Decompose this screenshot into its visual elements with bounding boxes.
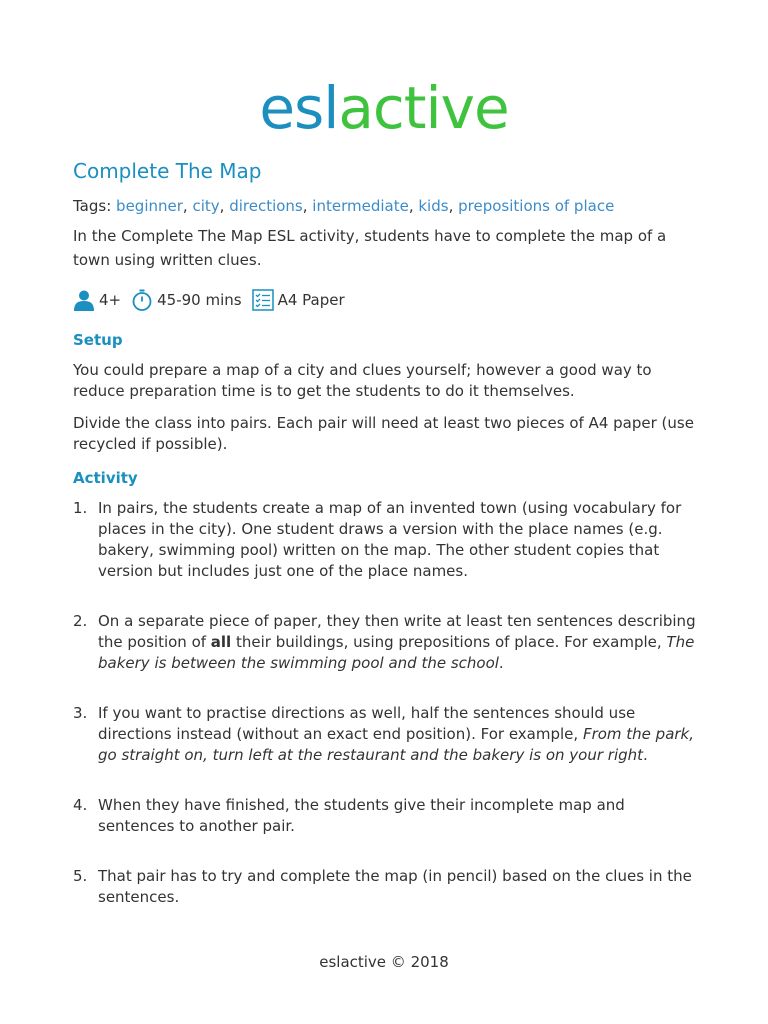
step-example: From the park, go straight on, turn left at the restaurant and the bakery is on your right <box>98 725 695 764</box>
step-example: The bakery is between the swimming pool and the school <box>98 633 695 672</box>
step-text: On a separate piece of paper, they then write at least ten sentences describing the position of <box>98 612 696 651</box>
list-item <box>73 866 703 908</box>
list-item <box>73 703 703 766</box>
list-item <box>73 498 703 582</box>
site-logo[interactable] <box>0 72 768 144</box>
meta-materials <box>252 289 345 311</box>
checklist-icon <box>252 289 274 311</box>
tag-kids[interactable]: kids <box>418 197 449 215</box>
tag-beginner[interactable]: beginner <box>116 197 183 215</box>
intro-text: In the Complete The Map ESL activity, students have to complete the map of a town using written clues. <box>73 227 667 269</box>
step-text: That pair has to try and complete the map (in pencil) based on the clues in the sentences. <box>98 867 692 906</box>
article <box>73 156 703 937</box>
step-number: 3. <box>73 704 88 722</box>
tag-intermediate[interactable]: intermediate <box>312 197 409 215</box>
time-range: 45-90 mins <box>157 291 242 309</box>
tags-label: Tags: <box>73 197 112 215</box>
step-text: . <box>643 746 648 764</box>
meta-players <box>73 289 121 311</box>
activity-meta <box>73 286 703 314</box>
stopwatch-icon <box>131 289 153 311</box>
step-text: . <box>498 654 504 672</box>
tags-line: Tags: beginner, city, directions, intermediate, kids, prepositions of place <box>73 197 615 215</box>
players-count: 4+ <box>99 291 122 309</box>
step-number: 1. <box>73 499 88 517</box>
materials-text: A4 Paper <box>277 291 345 309</box>
logo-active: active <box>338 74 509 142</box>
person-icon <box>73 289 95 311</box>
setup-heading: Setup <box>73 331 123 349</box>
activity-steps <box>73 498 703 908</box>
step-number: 2. <box>73 612 88 630</box>
step-number: 4. <box>73 796 88 814</box>
activity-heading: Activity <box>73 469 138 487</box>
tag-city[interactable]: city <box>192 197 220 215</box>
step-text: their buildings, using prepositions of place. For example, <box>231 633 667 651</box>
footer-copyright: eslactive © 2018 <box>319 953 449 971</box>
step-bold: all <box>210 633 232 651</box>
setup-paragraph-1: You could prepare a map of a city and clues yourself; however a good way to reduce preparation time is to get the students to do it themselves. <box>73 361 652 400</box>
list-item <box>73 795 703 837</box>
step-number: 5. <box>73 867 88 885</box>
step-text: In pairs, the students create a map of an invented town (using vocabulary for places in the city). One student draws a version with the place names (e.g. bakery, swimming pool) written on the map. The other student copies that version but includes just one of the place names. <box>98 499 682 580</box>
page-title: Complete The Map <box>73 159 262 183</box>
list-item <box>73 611 703 674</box>
logo-esl: esl <box>259 74 339 142</box>
meta-time <box>131 289 241 311</box>
setup-paragraph-2: Divide the class into pairs. Each pair will need at least two pieces of A4 paper (use recycled if possible). <box>73 414 694 453</box>
tag-directions[interactable]: directions <box>229 197 303 215</box>
tag-prepositions-of-place[interactable]: prepositions of place <box>458 197 615 215</box>
step-text: If you want to practise directions as well, half the sentences should use directions instead (without an exact end position). For example, <box>98 704 636 743</box>
step-text: When they have finished, the students give their incomplete map and sentences to another pair. <box>98 796 625 835</box>
